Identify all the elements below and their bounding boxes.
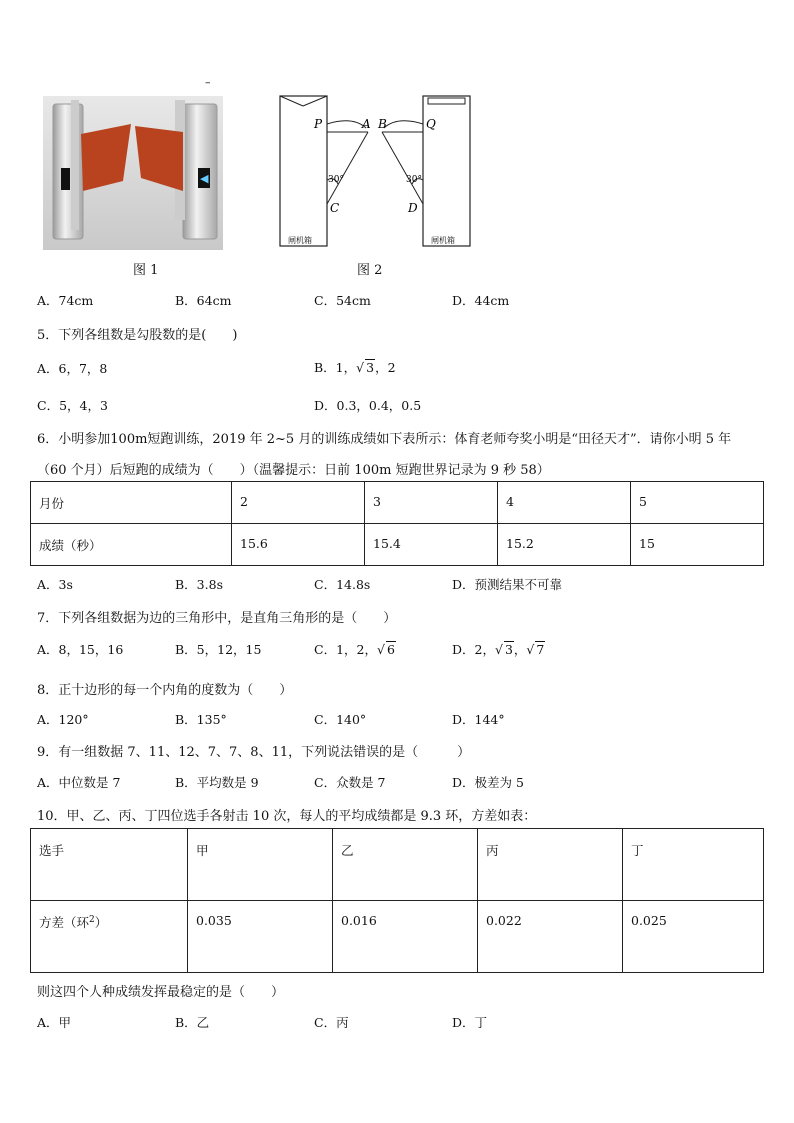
q6-table-row-score (31, 524, 764, 566)
q5-option-a: A．6，7，8 (37, 361, 108, 376)
q10-table (30, 828, 764, 973)
q7-option-b: B．5，12，15 (175, 642, 262, 657)
q6-cell: 成绩（秒） (31, 524, 232, 566)
q5-stem: 5．下列各组数是勾股数的是( ) (37, 328, 238, 343)
q10-option-c: C．丙 (314, 1015, 349, 1030)
top-mark: – (205, 76, 211, 89)
q8-option-b: B．135° (175, 712, 227, 727)
q10-cell-variance-label: 方差（环$^2$） (31, 901, 188, 973)
q10-cell: 丙 (478, 829, 623, 901)
label-angle-right: 30° (406, 175, 422, 185)
q8-option-d: D．144° (452, 712, 505, 727)
q7-option-a: A．8，15，16 (37, 642, 124, 657)
q9-stem: 9．有一组数据 7、11、12、7、7、8、11，下列说法错误的是（ ） (37, 745, 471, 760)
q5-option-c: C．5，4，3 (37, 398, 108, 413)
q10-cell: 乙 (333, 829, 478, 901)
figure2-caption: 图 2 (357, 263, 383, 278)
q4-option-d: D．44cm (452, 293, 510, 308)
turnstile-photo (43, 96, 223, 250)
q6-stem-line2: （60 个月）后短跑的成绩为（ ）（温馨提示：日前 100m 短跑世界记录为 9 秒 58） (37, 463, 550, 478)
q9-option-c: C．众数是 7 (314, 775, 386, 790)
q9-option-b: B．平均数是 9 (175, 775, 259, 790)
q7-option-d: D．2，√ 3，√ 7 (452, 642, 545, 657)
q10-option-a: A．甲 (37, 1015, 72, 1030)
q9-option-d: D．极差为 5 (452, 775, 524, 790)
q10-cell: 0.016 (333, 901, 478, 973)
label-angle-left: 30° (328, 175, 344, 185)
q6-cell: 3 (365, 482, 498, 524)
q6-option-d: D．预测结果不可靠 (452, 577, 563, 592)
q4-option-c: C．54cm (314, 293, 371, 308)
q10-followup: 则这四个人种成绩发挥最稳定的是（ ） (37, 985, 285, 1000)
q6-cell: 5 (631, 482, 764, 524)
left-box-label: 闸机箱 (288, 236, 312, 245)
label-P: P (314, 117, 323, 131)
q9-option-a: A．中位数是 7 (37, 775, 121, 790)
q5-option-b: B．1，√ 3，2 (314, 360, 396, 375)
q10-table-row-variance (31, 901, 764, 973)
label-B: B (378, 117, 387, 131)
q6-stem-line1: 6．小明参加100m短跑训练，2019 年 2~5 月的训练成绩如下表所示：体育老师夸奖小明是“田径天才”．请你小明 5 年 (37, 432, 732, 447)
label-Q: Q (426, 117, 436, 131)
q8-option-c: C．140° (314, 712, 367, 727)
q8-stem: 8．正十边形的每一个内角的度数为（ ） (37, 683, 293, 698)
q7-stem: 7．下列各组数据为边的三角形中，是直角三角形的是（ ） (37, 611, 397, 626)
q6-option-a: A．3s (37, 577, 73, 592)
gate-diagram (278, 94, 472, 248)
q4-option-a: A．74cm (37, 293, 94, 308)
q6-cell: 2 (232, 482, 365, 524)
q8-option-a: A．120° (37, 712, 89, 727)
label-D: D (408, 201, 418, 215)
q6-cell: 15.4 (365, 524, 498, 566)
q6-cell: 15.2 (498, 524, 631, 566)
q10-stem: 10．甲、乙、丙、丁四位选手各射击 10 次，每人的平均成绩都是 9.3 环，方差如表： (37, 809, 537, 824)
q6-cell: 15 (631, 524, 764, 566)
q6-cell: 月份 (31, 482, 232, 524)
q6-table-row-month (31, 482, 764, 524)
q10-cell: 0.022 (478, 901, 623, 973)
label-C: C (330, 201, 340, 215)
q7-option-c: C．1，2，√ 6 (314, 642, 395, 657)
q6-option-b: B．3.8s (175, 577, 223, 592)
right-box-label: 闸机箱 (431, 236, 455, 245)
figure1-caption: 图 1 (133, 263, 159, 278)
q10-option-b: B．乙 (175, 1015, 210, 1030)
q6-cell: 4 (498, 482, 631, 524)
q10-cell: 0.035 (188, 901, 333, 973)
q4-option-b: B．64cm (175, 293, 232, 308)
svg-text:◀: ◀ (200, 172, 209, 185)
q10-cell: 丁 (623, 829, 764, 901)
q10-option-d: D．丁 (452, 1015, 488, 1030)
q10-cell: 选手 (31, 829, 188, 901)
q10-cell: 甲 (188, 829, 333, 901)
q6-option-c: C．14.8s (314, 577, 371, 592)
q10-table-row-player (31, 829, 764, 901)
q5-option-d: D．0.3，0.4，0.5 (314, 398, 422, 413)
q6-table (30, 481, 764, 566)
q6-cell: 15.6 (232, 524, 365, 566)
q10-cell: 0.025 (623, 901, 764, 973)
label-A: A (362, 117, 371, 131)
